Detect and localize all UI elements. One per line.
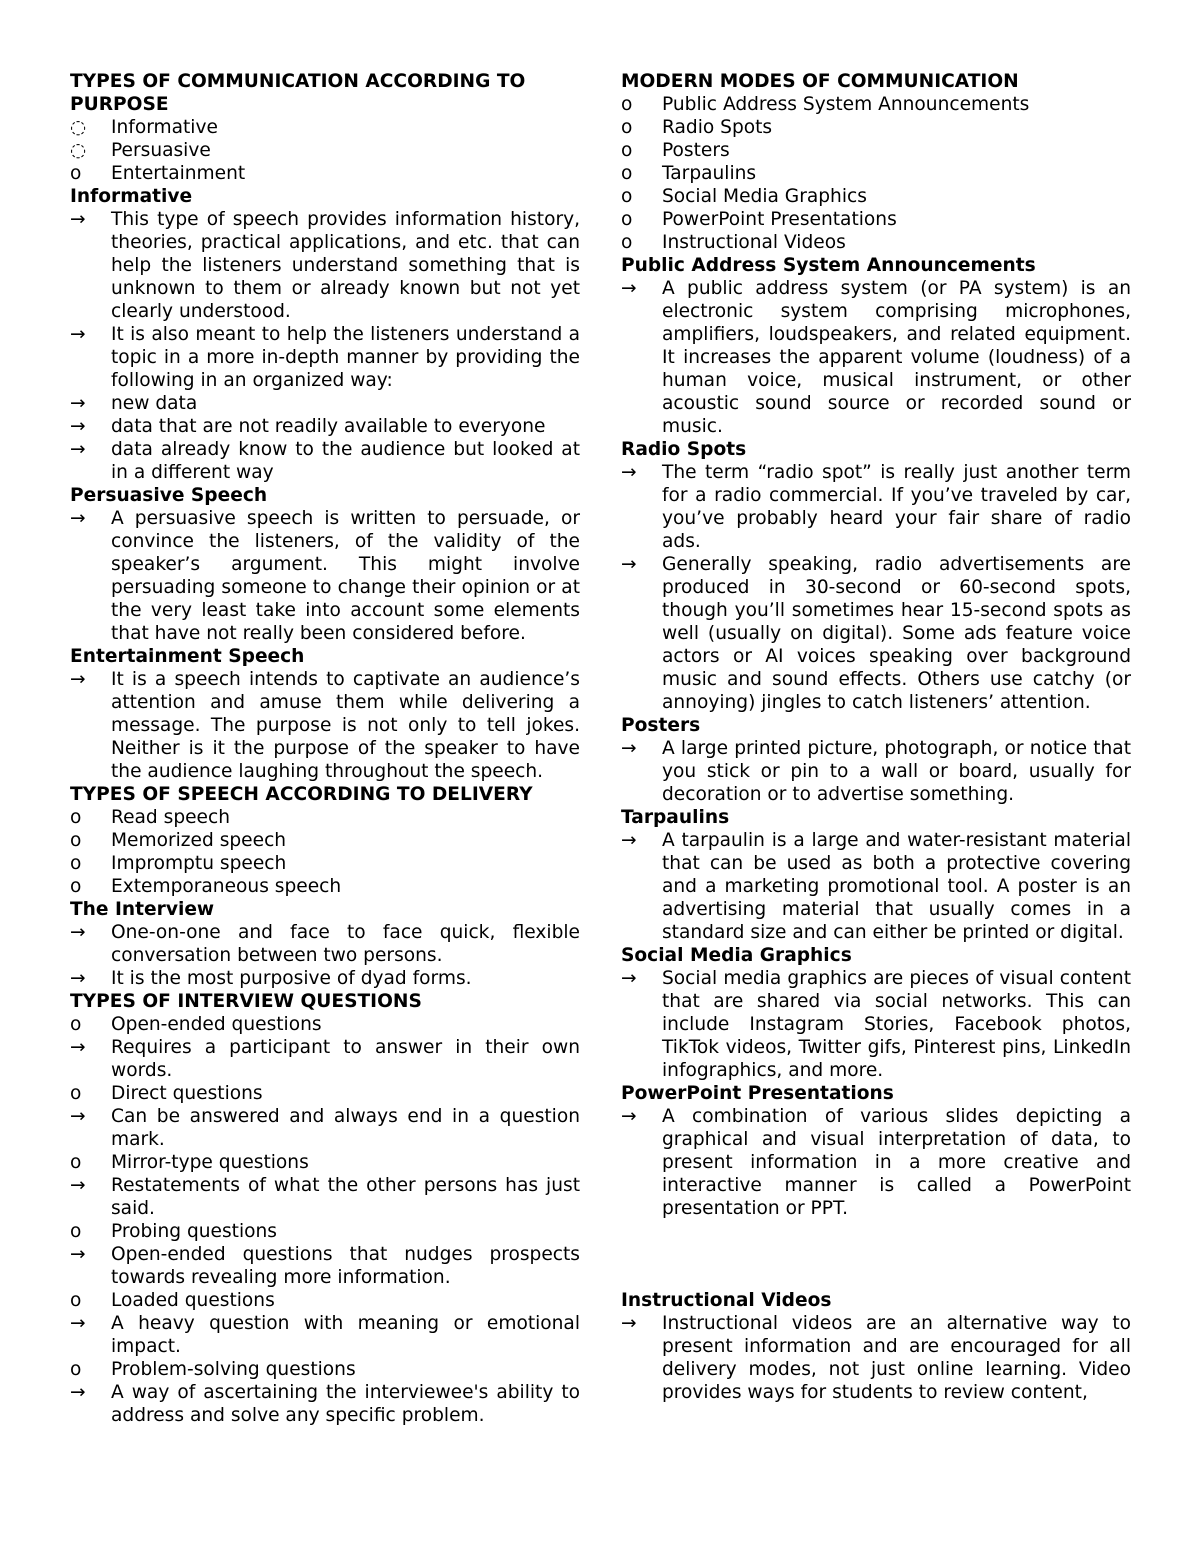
arrow-bullet-icon: → [70,416,86,437]
heading-types-by-delivery: TYPES OF SPEECH ACCORDING TO DELIVERY [70,784,533,805]
circle-bullet-icon: o [70,853,82,874]
heading-tarpaulins: Tarpaulins [621,807,730,828]
radio-paragraph: → Generally speaking, radio advertisements are produced in 30-second or 60-second spots, though you’ll sometimes hear 15-second spots as well (usually on digital). Some ads feature voice actors or AI voices speaking over background music and sound effects. Others use catchy (or annoying) jingles to catch listeners’ attention. [621,554,1131,713]
arrow-bullet-icon: → [70,1313,86,1334]
heading-types-of-interview-questions: TYPES OF INTERVIEW QUESTIONS [70,991,422,1012]
interview-paragraph: → It is the most purposive of dyad forms. [70,968,472,989]
heading-types-by-purpose-line-2: PURPOSE [70,94,169,115]
purpose-list-item: ◌ Informative [70,117,218,138]
delivery-list-item: o Extemporaneous speech [70,876,342,897]
modern-mode-item: o Public Address System Announcements [621,94,1030,115]
entertainment-paragraph: → It is a speech intends to captivate an audience’s attention and amuse them while delivering a message. The purpose is not only to tell jokes. Neither is it the purpose of the speaker to have the audience laughing throughout the speech. [70,669,580,782]
heading-radio-spots: Radio Spots [621,439,747,460]
arrow-bullet-icon: → [70,1244,86,1265]
right-column [621,70,1131,1404]
circle-bullet-icon: o [70,1014,82,1035]
tarpaulins-paragraph: → A tarpaulin is a large and water-resistant material that can be used as both a protective covering and a marketing promotional tool. A poster is an advertising material that usually comes in a standard size and can either be printed or digital. [621,830,1131,943]
circle-bullet-icon: o [70,1083,82,1104]
question-type: o Direct questions [70,1083,263,1104]
question-description: → Restatements of what the other persons has just said. [70,1175,580,1219]
question-type: o Probing questions [70,1221,277,1242]
delivery-list-item: o Read speech [70,807,231,828]
circle-bullet-icon: o [621,163,633,184]
circle-bullet-icon: o [621,209,633,230]
modern-mode-item: o Radio Spots [621,117,773,138]
purpose-list-item: ◌ Persuasive [70,140,211,161]
persuasive-paragraph: → A persuasive speech is written to persuade, or convince the listeners, of the validity of the speaker’s argument. This might involve persuading someone to change their opinion or at the very least take into account some elements that have not really been considered before. [70,508,580,644]
arrow-bullet-icon: → [70,1382,86,1403]
informative-paragraph: → It is also meant to help the listeners understand a topic in a more in-depth manner by providing the following in an organized way: [70,324,580,391]
question-type: o Open-ended questions [70,1014,322,1035]
informative-bullet: → data that are not readily available to everyone [70,416,546,437]
arrow-bullet-icon: → [621,968,637,989]
heading-powerpoint-presentations: PowerPoint Presentations [621,1083,894,1104]
arrow-bullet-icon: → [70,669,86,690]
arrow-bullet-icon: → [70,393,86,414]
arrow-bullet-icon: → [70,1106,86,1127]
circle-bullet-icon: o [621,232,633,253]
question-description: → Can be answered and always end in a question mark. [70,1106,580,1150]
arrow-bullet-icon: → [70,324,86,345]
informative-bullet: → new data [70,393,198,414]
arrow-bullet-icon: → [621,554,637,575]
delivery-list-item: o Memorized speech [70,830,287,851]
question-type: o Loaded questions [70,1290,275,1311]
heading-the-interview: The Interview [70,899,215,920]
circle-bullet-icon: o [70,1290,82,1311]
arrow-bullet-icon: → [621,738,637,759]
question-description: → Open-ended questions that nudges prospects towards revealing more information. [70,1244,580,1288]
arrow-bullet-icon: → [621,830,637,851]
question-description: → A way of ascertaining the interviewee's ability to address and solve any specific problem. [70,1382,580,1426]
circle-bullet-icon: o [70,163,82,184]
heading-types-by-purpose-line-1: TYPES OF COMMUNICATION ACCORDING TO [70,71,526,92]
pa-paragraph: → A public address system (or PA system) is an electronic system comprising microphones, amplifiers, loudspeakers, and related equipment. It increases the apparent volume (loudness) of a human voice, musical instrument, or other acoustic sound source or recorded sound or music. [621,278,1131,437]
arrow-bullet-icon: → [70,968,86,989]
question-description: → A heavy question with meaning or emotional impact. [70,1313,580,1357]
arrow-bullet-icon: → [621,1106,637,1127]
radio-paragraph: → The term “radio spot” is really just another term for a radio commercial. If you’ve traveled by car, you’ve probably heard your fair share of radio ads. [621,462,1131,552]
arrow-bullet-icon: → [70,922,86,943]
heading-public-address-system: Public Address System Announcements [621,255,1036,276]
heading-persuasive-speech: Persuasive Speech [70,485,268,506]
question-description: → Requires a participant to answer in their own words. [70,1037,580,1081]
arrow-bullet-icon: → [70,1037,86,1058]
circle-bullet-icon: o [70,1152,82,1173]
arrow-bullet-icon: → [70,1175,86,1196]
blank-space [621,1220,1131,1289]
social-paragraph: → Social media graphics are pieces of visual content that are shared via social networks. This can include Instagram Stories, Facebook photos, TikTok videos, Twitter gifs, Pinterest pins, LinkedIn infographics, and more. [621,968,1131,1081]
informative-paragraph: → This type of speech provides information history, theories, practical applications, and etc. that can help the listeners understand something that is unknown to them or already known but not yet clearly understood. [70,209,580,322]
modern-mode-item: o Posters [621,140,730,161]
heading-instructional-videos: Instructional Videos [621,1290,832,1311]
question-type: o Problem-solving questions [70,1359,356,1380]
left-column [70,70,580,1427]
dotted-circle-bullet-icon: ◌ [70,140,87,161]
modern-mode-item: o Tarpaulins [621,163,757,184]
arrow-bullet-icon: → [621,1313,637,1334]
circle-bullet-icon: o [70,807,82,828]
circle-bullet-icon: o [621,94,633,115]
circle-bullet-icon: o [70,1221,82,1242]
heading-social-media-graphics: Social Media Graphics [621,945,852,966]
circle-bullet-icon: o [70,830,82,851]
heading-informative: Informative [70,186,193,207]
modern-mode-item: o Social Media Graphics [621,186,867,207]
delivery-list-item: o Impromptu speech [70,853,287,874]
modern-mode-item: o Instructional Videos [621,232,846,253]
arrow-bullet-icon: → [70,439,86,460]
circle-bullet-icon: o [621,140,633,161]
posters-paragraph: → A large printed picture, photograph, or notice that you stick or pin to a wall or board, usually for decoration or to advertise something. [621,738,1131,805]
question-type: o Mirror-type questions [70,1152,309,1173]
videos-paragraph: → Instructional videos are an alternative way to present information and are encouraged for all delivery modes, not just online learning. Video provides ways for students to review content, [621,1313,1131,1403]
arrow-bullet-icon: → [70,209,86,230]
heading-entertainment-speech: Entertainment Speech [70,646,305,667]
interview-paragraph: → One-on-one and face to face quick, flexible conversation between two persons. [70,922,580,966]
arrow-bullet-icon: → [621,278,637,299]
circle-bullet-icon: o [70,876,82,897]
modern-mode-item: o PowerPoint Presentations [621,209,897,230]
circle-bullet-icon: o [70,1359,82,1380]
circle-bullet-icon: o [621,186,633,207]
heading-modern-modes: MODERN MODES OF COMMUNICATION [621,71,1019,92]
heading-posters: Posters [621,715,701,736]
purpose-list-item: o Entertainment [70,163,246,184]
arrow-bullet-icon: → [70,508,86,529]
ppt-paragraph: → A combination of various slides depicting a graphical and visual interpretation of data, to present information in a more creative and interactive manner is called a PowerPoint presentation or PPT. [621,1106,1131,1219]
informative-bullet: → data already know to the audience but looked at in a different way [70,439,580,483]
circle-bullet-icon: o [621,117,633,138]
arrow-bullet-icon: → [621,462,637,483]
dotted-circle-bullet-icon: ◌ [70,117,87,138]
